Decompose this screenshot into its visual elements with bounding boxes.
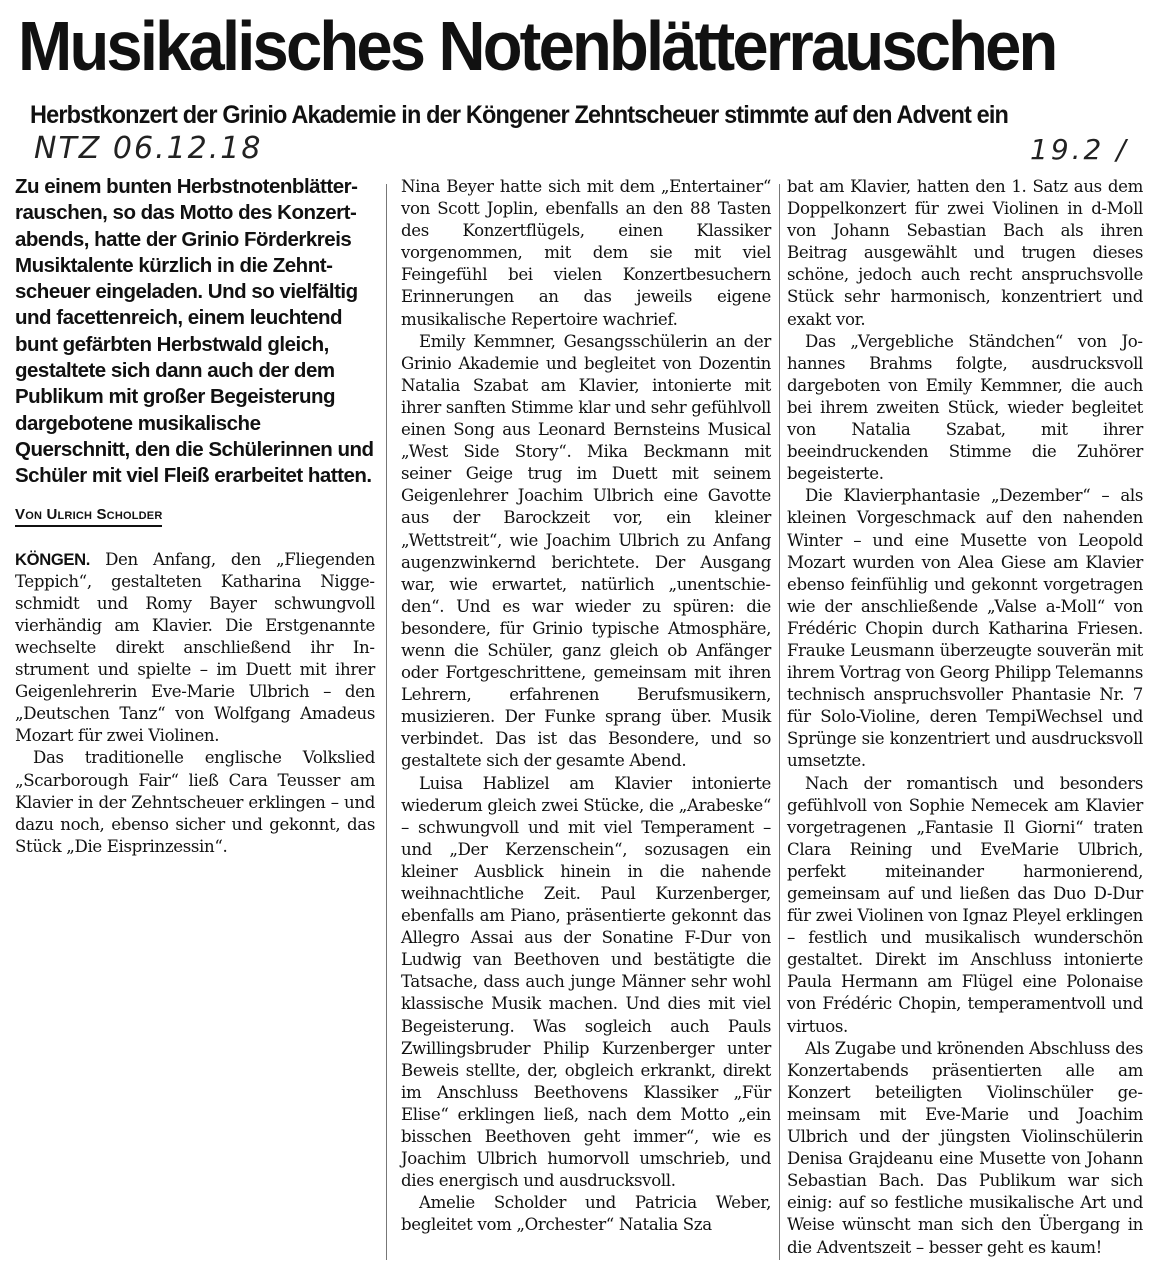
teaser: Zu einem bunten Herbstnotenblätterrauschen, so das Motto des Konzertabends, hatte der Grinio Förderkreis Musiktalente kürzlich in die Zehntscheuer eingeladen. Und so vielfältig und facettenreich, einem leuchtend bunt gefärbten Herbstwald gleich, gestaltete sich dann auch der dem Publikum mit großer Begeisterung dargebotene musikalische Querschnitt, den die Schülerinnen und Schüler mit viel Fleiß erarbeitet hatten. xyxy=(15,175,374,488)
subheadline: Herbstkonzert der Grinio Akademie in der Köngener Zehntscheuer stimmte auf den Advent ein xyxy=(30,101,1009,129)
column-1-body xyxy=(15,549,375,858)
paragraph: Emily Kemmner, Gesangsschülerin an der Grinio Akademie und begleitet von Dozentin Natalia Szabat am Klavier, intonierte mit ihrer sanften Stimme klar und sehr gefühlvoll einen Song aus Leonard Bernsteins Musical „West Side Story“. Mika Beckmann mit seiner Geige trug im Duett mit seinem Geigenlehrer Joachim Ulbrich eine Gavotte aus der Barockzeit vor, ein kleiner „Wettstreit“, wie Joachim Ulbrich zu Anfang augenzwinkernd berichtete. Der Ausgang war, wie erwartet, natürlich „unentschieden“. Und es war wieder zu spüren: die besondere, für Grinio typische Atmosphäre, wenn die Schüler, ganz gleich ob Anfänger oder Fortgeschrittene, gemeinsam mit ihren Lehrern, erfahrenen Berufsmusikern, musizieren. Der Funke sprang über. Musik verbindet. Das ist das Besondere, und so gestaltete sich der gesamte Abend. xyxy=(401,331,772,771)
dateline: KÖNGEN. xyxy=(15,549,90,569)
paragraph xyxy=(15,549,375,748)
article-column-3 xyxy=(787,176,1143,1259)
column-3-body xyxy=(787,176,1143,1259)
paragraph-text: Den Anfang, den „Fliegenden Teppich“, gestalteten Katharina Niggeschmidt und Romy Bayer schwungvoll vierhändig am Klavier. Die Erstgenannte wechselte direkt anschließend ihr Instrument und spielte – im Duett mit ihrer Geigenlehrerin Eve-Marie Ulbrich – den „Deutschen Tanz“ von Wolfgang Amadeus Mozart für zwei Violinen. xyxy=(15,549,375,746)
paragraph: Die Klavierphantasie „Dezember“ – als kleinen Vorgeschmack auf den nahenden Winter – und eine Musette von Leopold Mozart wurden von Alea Giese am Klavier ebenso feinfühlig und gekonnt vorgetragen wie der anschließende „Valse a-Moll“ von Frédéric Chopin durch Katharina Friesen. Frauke Leusmann überzeugte souverän mit ihrem Vortrag von Georg Philipp Telemanns technisch anspruchsvoller Phantasie Nr. 7 für Solo-Violine, deren TempiWechsel und Sprünge sie konzentriert und ausdrucksvoll umsetzte. xyxy=(787,486,1143,771)
headline: Musikalisches Notenblätterrauschen xyxy=(18,7,1056,85)
column-divider xyxy=(386,184,387,1260)
column-divider xyxy=(779,184,780,1260)
paragraph: Nach der romantisch und besonders gefühlvoll von Sophie Nemecek am Klavier vorgetragenen „Fantasie Il Giorni“ traten Clara Reining und EveMarie Ulbrich, perfekt miteinander harmonierend, gemeinsam auf und ließen das Duo D-Dur für zwei Violinen von Ignaz Pleyel erklingen – festlich und musikalisch wunderschön gestaltet. Direkt im Anschluss intonierte Paula Hermann am Flügel eine Polonaise von Frédéric Chopin, temperamentvoll und virtuos. xyxy=(787,773,1143,1036)
paragraph: bat am Klavier, hatten den 1. Satz aus dem Doppelkonzert für zwei Violinen in d-Moll von Johann Sebastian Bach als ihren Beitrag ausgewählt und trugen dieses schöne, jedoch auch recht anspruchsvolle Stück sehr harmonisch, konzentriert und exakt vor. xyxy=(787,177,1143,329)
article-column-1 xyxy=(15,174,375,858)
paragraph: Das „Vergebliche Ständchen“ von Johannes Brahms folgte, ausdrucksvoll dargeboten von Emily Kemmner, die auch bei ihrem zweiten Stück, wieder begleitet von Natalia Szabat, mit ihrer beeindruckenden Stimme die Zuhörer begeisterte. xyxy=(787,331,1143,484)
paragraph: Luisa Hablizel am Klavier intonierte wiederum gleich zwei Stücke, die „Arabeske“ – schwungvoll und mit viel Temperament – und „Der Kerzenschein“, sozusagen ein kleiner Ausblick hinein in die nahende weihnachtliche Zeit. Paul Kurzenberger, ebenfalls am Piano, präsentierte gekonnt das Allegro Assai aus der Sonatine F-Dur von Ludwig van Beethoven und bestätigte die Tatsache, dass auch junge Männer sehr wohl klassische Musik machen. Und dies mit viel Begeisterung. Was sogleich auch Pauls Zwillingsbruder Philip Kurzenberger unter Beweis stellte, der, obgleich erkrankt, direkt im Anschluss Beethovens Klassiker „Für Elise“ erklingen ließ, nach dem Motto „ein bisschen Beethoven geht immer“, wie es Joachim Ulbrich humorvoll umschrieb, und dies energisch und ausdrucksvoll. xyxy=(401,773,771,1191)
paragraph: Das traditionelle englische Volkslied „Scarborough Fair“ ließ Cara Teusser am Klavier in der Zehntscheuer erklingen – und dazu noch, ebenso sicher und gekonnt, das Stück „Die Eisprinzessin“. xyxy=(15,748,375,856)
byline: Von Ulrich Scholder xyxy=(15,506,162,527)
paragraph: Amelie Scholder und Patricia Weber, begleitet vom „Orchester“ Natalia Sza xyxy=(401,1193,771,1235)
column-2-body xyxy=(401,176,771,1237)
handwritten-source-date: NTZ 06.12.18 xyxy=(34,131,263,166)
paragraph: Nina Beyer hatte sich mit dem „Entertainer“ von Scott Joplin, ebenfalls an den 88 Tasten des Konzertflügels, einen Klassiker vorgenommen, mit dem sie mit viel Feingefühl bei vielen Konzertbesuchern Erinnerungen an das jeweils eigene musikalische Repertoire wachrief. xyxy=(401,177,771,329)
article-column-2 xyxy=(401,176,771,1237)
paragraph: Als Zugabe und krönenden Abschluss des Konzertabends präsentierten alle am Konzert beteiligten Violinschüler gemeinsam mit Eve-Marie und Joachim Ulbrich und der jüngsten Violinschülerin Denisa Grajdeanu eine Musette von Johann Sebastian Bach. Das Publikum war sich einig: auf so festliche musikalische Art und Weise wünscht man sich den Übergang in die Adventszeit – besser geht es kaum! xyxy=(787,1038,1143,1257)
handwritten-page-ref: 19.2 / xyxy=(1030,133,1129,166)
